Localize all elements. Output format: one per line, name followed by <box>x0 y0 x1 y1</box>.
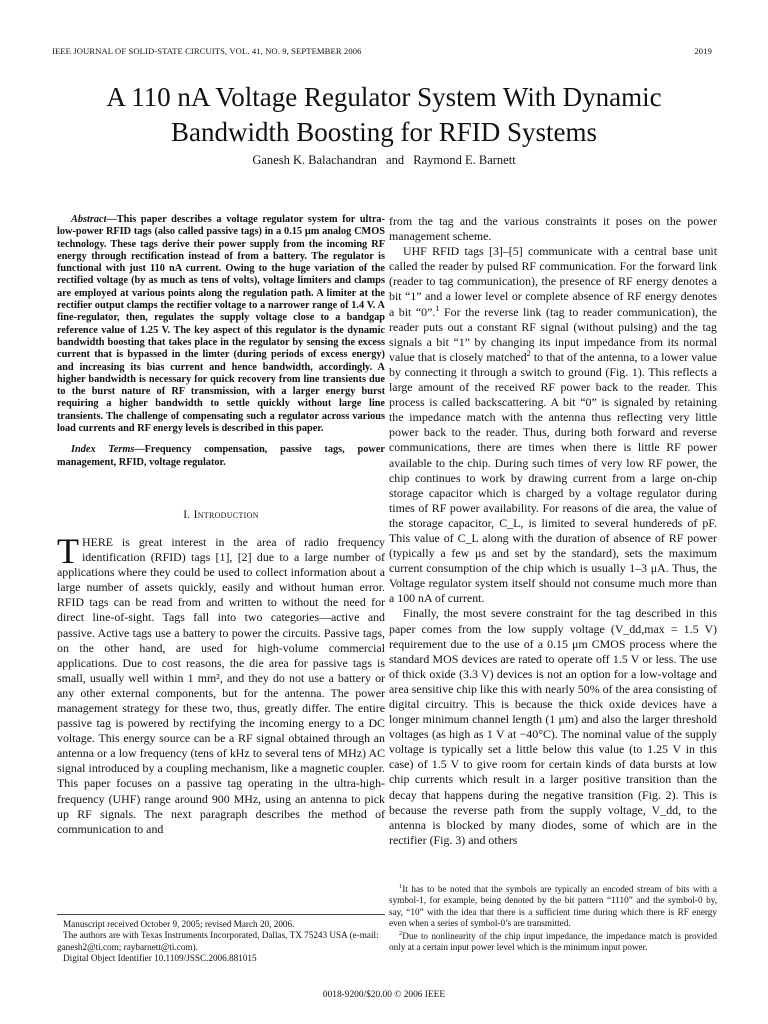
section-heading <box>57 509 385 521</box>
paragraph-supply-constraint: Finally, the most severe constraint for the tag described in this paper comes from the low supply voltage (V_dd,max = 1.5 V) requirement due to the use of a 0.15 μm CMOS process where the standard MOS devices are rated to operate off 1.5 V or less. The use of thick oxide (3.3 V) devices is not an option for a low-voltage and area sensitive chip like this with nearly 50% of the area consisting of digital circuitry. This is because the thick oxide devices have a longer minimum channel length (1 μm) and also the larger threshold voltages (as high as 1 V at −40°C). The nominal value of the supply voltage is typically set a little below this value (to 1.25 V in this case) of 1.5 V to give room for certain kinds of data bursts at low chip currents which result in a larger positive transition than the decay that happens during the negative transition (Fig. 2). This is because the reverse path from the supply voltage, V_dd, to the antenna is blocked by many diodes, some of which are in the rectifier (Fig. 3) and others <box>389 606 717 847</box>
index-terms-text: Frequency compensation, passive tags, power management, RFID, voltage regulator. <box>57 444 385 468</box>
title-line-1: A 110 nA Voltage Regulator System With Dynamic <box>106 82 662 112</box>
author-affiliation: The authors are with Texas Instruments Incorporated, Dallas, TX 75243 USA (e-mail: ganesh2@ti.com; raybarnett@ti.com). <box>57 930 379 952</box>
footnote-ref-1: 1 <box>435 303 440 313</box>
running-head <box>52 46 712 56</box>
footnote-1-text: It has to be noted that the symbols are typically an encoded stream of bits with a symbol-1, for example, being denoted by the bit pattern “1110” and the symbol-0 by, say, “10” with the idea that there is a sufficient time during which there is RF energy even when a series of symbol-0’s are transmitted. <box>389 884 717 928</box>
author-separator: and <box>386 153 405 167</box>
section-number: I. <box>183 508 191 521</box>
index-terms <box>57 444 385 469</box>
footnote-1 <box>389 884 717 929</box>
continued-paragraph: from the tag and the various constraints it poses on the power management scheme. <box>389 214 717 244</box>
page-number: 2019 <box>694 46 712 56</box>
right-column <box>389 214 717 848</box>
paragraph-uhf-rfid <box>389 244 717 606</box>
footnote-1-mark: 1 <box>399 882 403 890</box>
doi: Digital Object Identifier 10.1109/JSSC.2006.881015 <box>63 952 257 963</box>
paragraph-uhf-rfid-b: For the reverse link (tag to reader communication), the reader puts out a constant RF signal (without pulsing) and the tag signals a bit “1” by changing its input impedance from its normal value that is closely matched <box>389 304 717 364</box>
footnote-2-text: Due to nonlinearity of the chip input impedance, the impedance match is provided only at a certain input power level which is the minimum input power. <box>389 931 717 953</box>
paper-title <box>0 80 768 150</box>
journal-header: IEEE JOURNAL OF SOLID-STATE CIRCUITS, VOL. 41, NO. 9, SEPTEMBER 2006 <box>52 46 362 56</box>
footnote-ref-2: 2 <box>526 348 531 358</box>
author-2: Raymond E. Barnett <box>413 153 516 167</box>
footnotes <box>389 884 717 956</box>
intro-text: HERE is great interest in the area of radio frequency identification (RFID) tags [1], [2] due to a large number of applications where they could be used to collect information about a large number of assets quickly, easily and without human error. RFID tags can be read from and written to without the need for direct line-of-sight. Tags fall into two categories—active and passive. Active tags use a battery to power the circuits. Passive tags, on the other hand, are used for high-volume commercial applications. Due to cost reasons, the die area for passive tags is small, usually well within 1 mm², and they do not use a battery or any other external components, but for the antenna. The power management strategy for these two, thus, greatly differ. The entire passive tag is powered by rectifying the incoming energy to a DC voltage. This energy source can be a RF signal obtained through an antenna or a low frequency (tens of kHz to several tens of MHz) AC signal introduced by a coupling mechanism, like a magnetic coupler. This paper focuses on a passive tag operating in the ultra-high-frequency (UHF) range around 900 MHz, using an antenna to pick up RF signals. The next paragraph describes the method of communication to and <box>57 534 385 836</box>
author-list <box>0 153 768 168</box>
paragraph-uhf-rfid-a: UHF RFID tags [3]–[5] communicate with a central base unit called the reader by pulsed RF communication. For the forward link (reader to tag communication), the presence of RF energy denotes a bit “1” and a lower level or complete absence of RF energy denotes a bit “0”. <box>389 244 717 319</box>
copyright-line: 0018-9200/$20.00 © 2006 IEEE <box>322 990 446 1000</box>
manuscript-footnote <box>57 914 385 964</box>
abstract <box>57 214 385 435</box>
footnote-2-mark: 2 <box>399 930 403 938</box>
footnote-2 <box>389 931 717 954</box>
section-title: Introduction <box>193 508 259 521</box>
abstract-label: Abstract— <box>71 214 117 225</box>
manuscript-received: Manuscript received October 9, 2005; revised March 20, 2006. <box>63 919 295 929</box>
introduction-paragraph <box>57 530 385 837</box>
drop-cap: T <box>57 530 79 571</box>
title-line-2: Bandwidth Boosting for RFID Systems <box>170 117 598 147</box>
left-column <box>57 214 385 837</box>
author-1: Ganesh K. Balachandran <box>252 153 377 167</box>
paragraph-uhf-rfid-c: to that of the antenna, to a lower value by connecting it through a switch to ground (Fig. 1). This reflects a large amount of the received RF power back to the reader. This process is called backscattering. A bit “0” is signaled by retaining the impedance match with the antenna thus reflecting very little power back to the reader. Thus, during both forward and reverse communications, there are times when there is little RF power available to the chip. During such times of very low RF power, the chip continues to work by drawing current from a large on-chip storage capacitor which is charged by a voltage regulator during times of RF power availability. For reasons of die area, the value of the storage capacitor, C_L, is limited to several hundereds of pF. This value of C_L along with the duration of absence of RF power (typically a few μs and set by the standard), sets the maximum current consumption of the chip which is usually 1–3 μA. Thus, the Voltage regulator system itself should not consume much more than a 100 nA of current. <box>389 349 717 606</box>
index-terms-label: Index Terms— <box>71 444 145 456</box>
abstract-text: This paper describes a voltage regulator system for ultra-low-power RFID tags (also called passive tags) in a 0.15 μm analog CMOS technology. These tags derive their power supply from the incoming RF energy through rectification instead of from a battery. The regulator is functional with just 110 nA current. Owing to the huge variation of the rectified voltage (by as much as tens of volts), voltage limiters and clamps are employed at various points along the regulation path. A limiter at the rectifier output clamps the rectifier voltage to a narrower range of 1.4 V. A fine-regulator, then, regulates the supply voltage close to a bandgap reference value of 1.25 V. The key aspect of this regulator is the dynamic bandwidth boosting that takes place in the regulator by sensing the excess current that is bypassed in the limter (during periods of excess energy) and increasing its bias current and hence bandwidth, accordingly. A higher bandwidth is necessary for quick recovery from line transients due to the burst nature of RF transmission, with a larger energy burst requiring a higher bandwidth to settle quickly without large line transients. The challenge of compensating such a regulator across various load currents and RF energy levels is described in this paper. <box>57 214 385 435</box>
